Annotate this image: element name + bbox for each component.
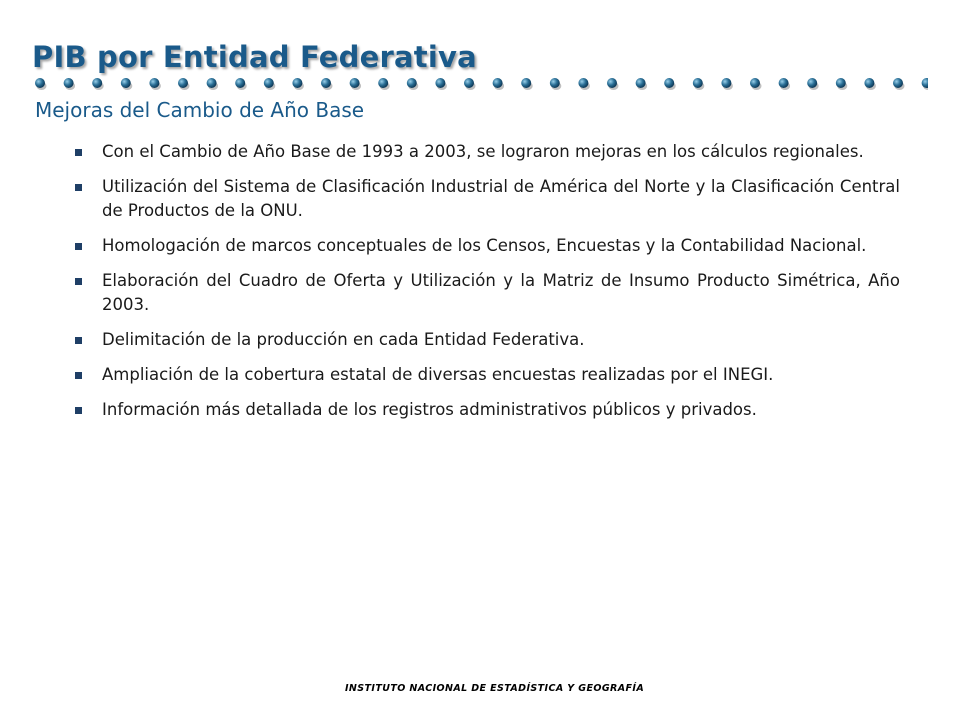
bullet-item xyxy=(72,269,900,317)
footer-institution: INSTITUTO NACIONAL DE ESTADÍSTICA Y GEOGRAFÍA xyxy=(345,683,645,694)
divider-dot xyxy=(578,78,588,88)
divider-dot xyxy=(92,78,102,88)
divider-dot xyxy=(407,78,417,88)
divider-dot xyxy=(435,78,445,88)
divider-dot xyxy=(607,78,617,88)
divider-dot xyxy=(350,78,360,88)
divider-dot xyxy=(521,78,531,88)
divider-dot xyxy=(836,78,846,88)
bullet-text: Utilización del Sistema de Clasificación Industrial de América del Norte y la Clasificación Central de Productos de la ONU. xyxy=(102,177,900,220)
divider-dot xyxy=(550,78,560,88)
bullet-text: Delimitación de la producción en cada Entidad Federativa. xyxy=(102,330,585,349)
bullet-item xyxy=(72,234,900,258)
square-bullet-icon xyxy=(75,278,82,285)
square-bullet-icon xyxy=(75,184,82,191)
bullet-text: Con el Cambio de Año Base de 1993 a 2003, se lograron mejoras en los cálculos regionales. xyxy=(102,142,864,161)
bullet-item xyxy=(72,328,900,352)
bullet-item xyxy=(72,140,900,164)
divider-dot xyxy=(779,78,789,88)
bullet-item xyxy=(72,398,900,422)
divider-dot xyxy=(693,78,703,88)
divider-dot xyxy=(464,78,474,88)
divider-dot xyxy=(207,78,217,88)
dotted-divider xyxy=(28,74,928,94)
square-bullet-icon xyxy=(75,243,82,250)
divider-dot xyxy=(721,78,731,88)
divider-dot xyxy=(178,78,188,88)
divider-dot xyxy=(35,78,45,88)
square-bullet-icon xyxy=(75,407,82,414)
slide-subtitle: Mejoras del Cambio de Año Base xyxy=(35,98,365,122)
divider-dot xyxy=(149,78,159,88)
square-bullet-icon xyxy=(75,372,82,379)
divider-dot xyxy=(922,78,928,88)
divider-dot xyxy=(235,78,245,88)
divider-dot xyxy=(64,78,74,88)
bullet-text: Ampliación de la cobertura estatal de diversas encuestas realizadas por el INEGI. xyxy=(102,365,774,384)
square-bullet-icon xyxy=(75,149,82,156)
divider-dot xyxy=(636,78,646,88)
divider-dot xyxy=(664,78,674,88)
bullet-text: Información más detallada de los registros administrativos públicos y privados. xyxy=(102,400,757,419)
square-bullet-icon xyxy=(75,337,82,344)
bullet-list xyxy=(72,140,900,433)
divider-dot xyxy=(893,78,903,88)
divider-dot xyxy=(292,78,302,88)
divider-dot xyxy=(121,78,131,88)
divider-dot xyxy=(264,78,274,88)
bullet-text: Homologación de marcos conceptuales de los Censos, Encuestas y la Contabilidad Nacional. xyxy=(102,236,867,255)
divider-dot xyxy=(493,78,503,88)
divider-dot xyxy=(807,78,817,88)
divider-dot xyxy=(378,78,388,88)
divider-dot xyxy=(321,78,331,88)
bullet-text: Elaboración del Cuadro de Oferta y Utilización y la Matriz de Insumo Producto Simétrica, Año 2003. xyxy=(102,271,900,314)
slide-title: PIB por Entidad Federativa xyxy=(32,40,477,74)
divider-dot xyxy=(864,78,874,88)
bullet-item xyxy=(72,175,900,223)
bullet-item xyxy=(72,363,900,387)
divider-dot xyxy=(750,78,760,88)
